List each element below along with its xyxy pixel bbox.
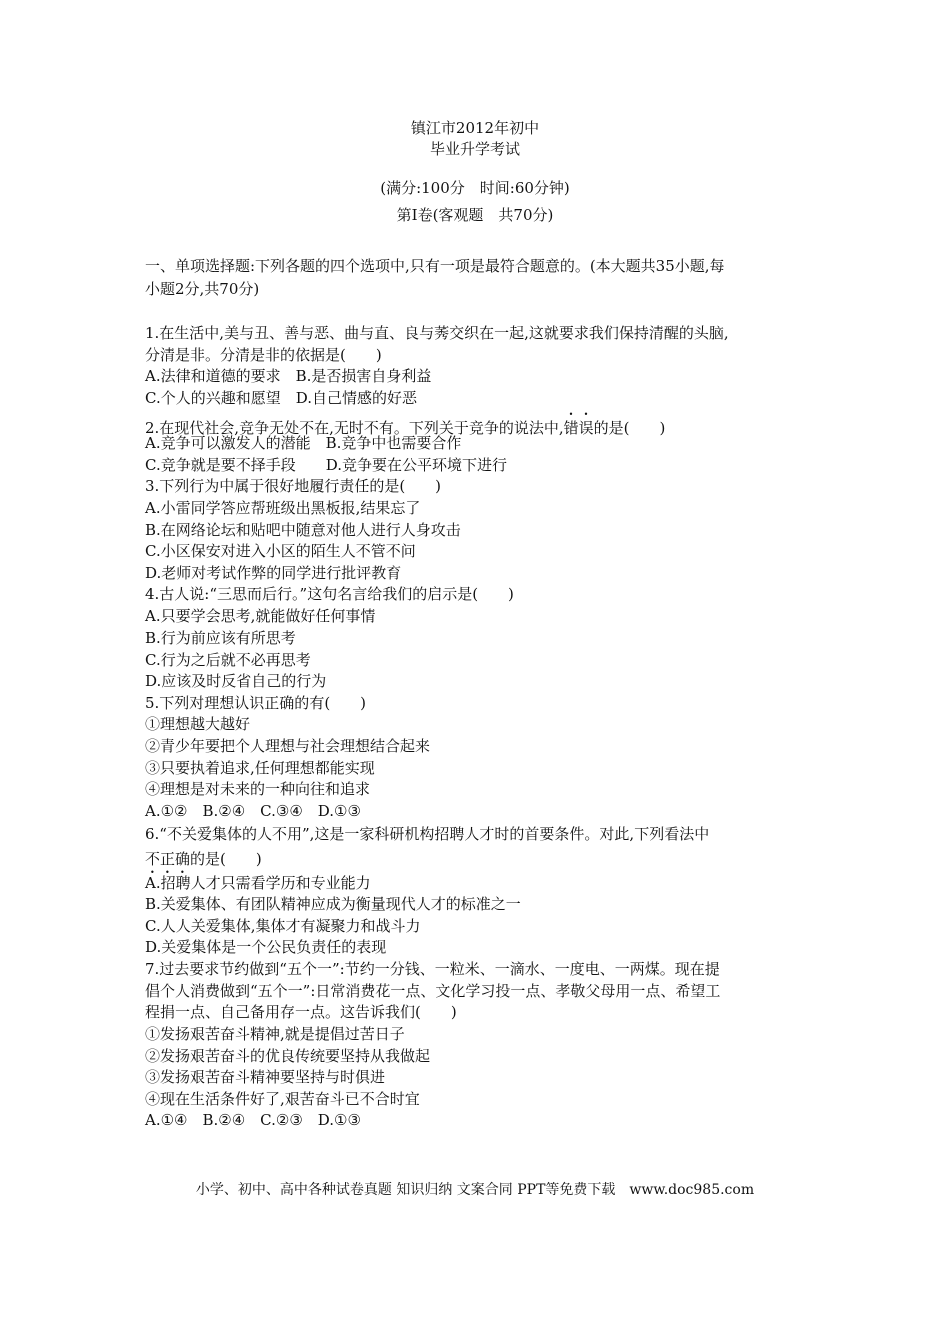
q3-option-a: A.小雷同学答应帮班级出黑板报,结果忘了 bbox=[145, 499, 421, 517]
q2-options-cd: C.竞争就是要不择手段 D.竞争要在公平环境下进行 bbox=[145, 456, 507, 474]
section-heading-line1: 一、单项选择题:下列各题的四个选项中,只有一项是最符合题意的。(本大题共35小题,每 bbox=[145, 257, 725, 275]
q7-stem-line3: 程捐一点、自己备用存一点。这告诉我们( ) bbox=[145, 1003, 457, 1021]
q1-options-cd: C.个人的兴趣和愿望 D.自己情感的好恶 bbox=[145, 389, 417, 407]
q1-options-ab: A.法律和道德的要求 B.是否损害自身利益 bbox=[145, 367, 432, 385]
exam-meta: (满分:100分 时间:60分钟) bbox=[380, 179, 570, 197]
q5-options: A.①② B.②④ C.③④ D.①③ bbox=[145, 802, 361, 820]
q6-option-c: C.人人关爱集体,集体才有凝聚力和战斗力 bbox=[145, 917, 421, 935]
q7-item-3: ③发扬艰苦奋斗精神要坚持与时俱进 bbox=[145, 1068, 386, 1086]
q7-item-1: ①发扬艰苦奋斗精神,就是提倡过苦日子 bbox=[145, 1025, 405, 1043]
q2-options-ab: A.竞争可以激发人的潜能 B.竞争中也需要合作 bbox=[145, 434, 462, 452]
exam-title-line2: 毕业升学考试 bbox=[429, 140, 520, 158]
q7-item-4: ④现在生活条件好了,艰苦奋斗已不合时宜 bbox=[145, 1090, 420, 1108]
q4-option-c: C.行为之后就不必再思考 bbox=[145, 651, 311, 669]
q5-item-4: ④理想是对未来的一种向往和追求 bbox=[145, 780, 371, 798]
footer-banner: 小学、初中、高中各种试卷真题 知识归纳 文案合同 PPT等免费下载 www.doc985.com bbox=[195, 1182, 755, 1198]
q7-stem-line1: 7.过去要求节约做到“五个一”:节约一分钱、一粒米、一滴水、一度电、一两煤。现在提 bbox=[145, 960, 720, 978]
q2-stem-emphasis: 错误 bbox=[563, 419, 594, 437]
q4-option-b: B.行为前应该有所思考 bbox=[145, 629, 296, 647]
q5-item-2: ②青少年要把个人理想与社会理想结合起来 bbox=[145, 737, 431, 755]
q2-stem-before: 2.在现代社会,竞争无处不在,无时不有。下列关于竞争的说法中, bbox=[145, 419, 564, 437]
exam-title-line1: 镇江市2012年初中 bbox=[410, 119, 540, 137]
q6-stem-emphasis: 不正确 bbox=[145, 850, 191, 868]
q5-stem: 5.下列对理想认识正确的有( ) bbox=[145, 694, 367, 712]
q3-option-b: B.在网络论坛和贴吧中随意对他人进行人身攻击 bbox=[145, 521, 461, 539]
q4-option-d: D.应该及时反省自己的行为 bbox=[145, 672, 327, 690]
q1-stem-line2: 分清是非。分清是非的依据是( ) bbox=[145, 346, 382, 364]
q6-stem-after: 的是( ) bbox=[190, 850, 262, 868]
q3-stem: 3.下列行为中属于很好地履行责任的是( ) bbox=[145, 477, 442, 495]
q4-stem: 4.古人说:“三思而后行。”这句名言给我们的启示是( ) bbox=[145, 585, 514, 603]
q6-option-a: A.招聘人才只需看学历和专业能力 bbox=[145, 874, 371, 892]
q3-option-d: D.老师对考试作弊的同学进行批评教育 bbox=[145, 564, 402, 582]
q1-stem-line1: 1.在生活中,美与丑、善与恶、曲与直、良与莠交织在一起,这就要求我们保持清醒的头脑, bbox=[145, 324, 729, 342]
q7-options: A.①④ B.②④ C.②③ D.①③ bbox=[145, 1111, 361, 1129]
q3-option-c: C.小区保安对进入小区的陌生人不管不问 bbox=[145, 542, 416, 560]
q7-item-2: ②发扬艰苦奋斗的优良传统要坚持从我做起 bbox=[145, 1047, 431, 1065]
q4-option-a: A.只要学会思考,就能做好任何事情 bbox=[145, 607, 376, 625]
volume-heading: 第Ⅰ卷(客观题 共70分) bbox=[396, 206, 554, 224]
section-heading-line2: 小题2分,共70分) bbox=[145, 280, 260, 298]
q2-stem-after: 的是( ) bbox=[593, 419, 666, 437]
q6-option-b: B.关爱集体、有团队精神应成为衡量现代人才的标准之一 bbox=[145, 895, 521, 913]
q5-item-1: ①理想越大越好 bbox=[145, 715, 251, 733]
q6-option-d: D.关爱集体是一个公民负责任的表现 bbox=[145, 938, 387, 956]
q5-item-3: ③只要执着追求,任何理想都能实现 bbox=[145, 759, 375, 777]
q6-stem-line1: 6.“不关爱集体的人不用”,这是一家科研机构招聘人才时的首要条件。对此,下列看法中 bbox=[145, 825, 710, 843]
q7-stem-line2: 倡个人消费做到“五个一”:日常消费花一点、文化学习投一点、孝敬父母用一点、希望工 bbox=[145, 982, 721, 1000]
